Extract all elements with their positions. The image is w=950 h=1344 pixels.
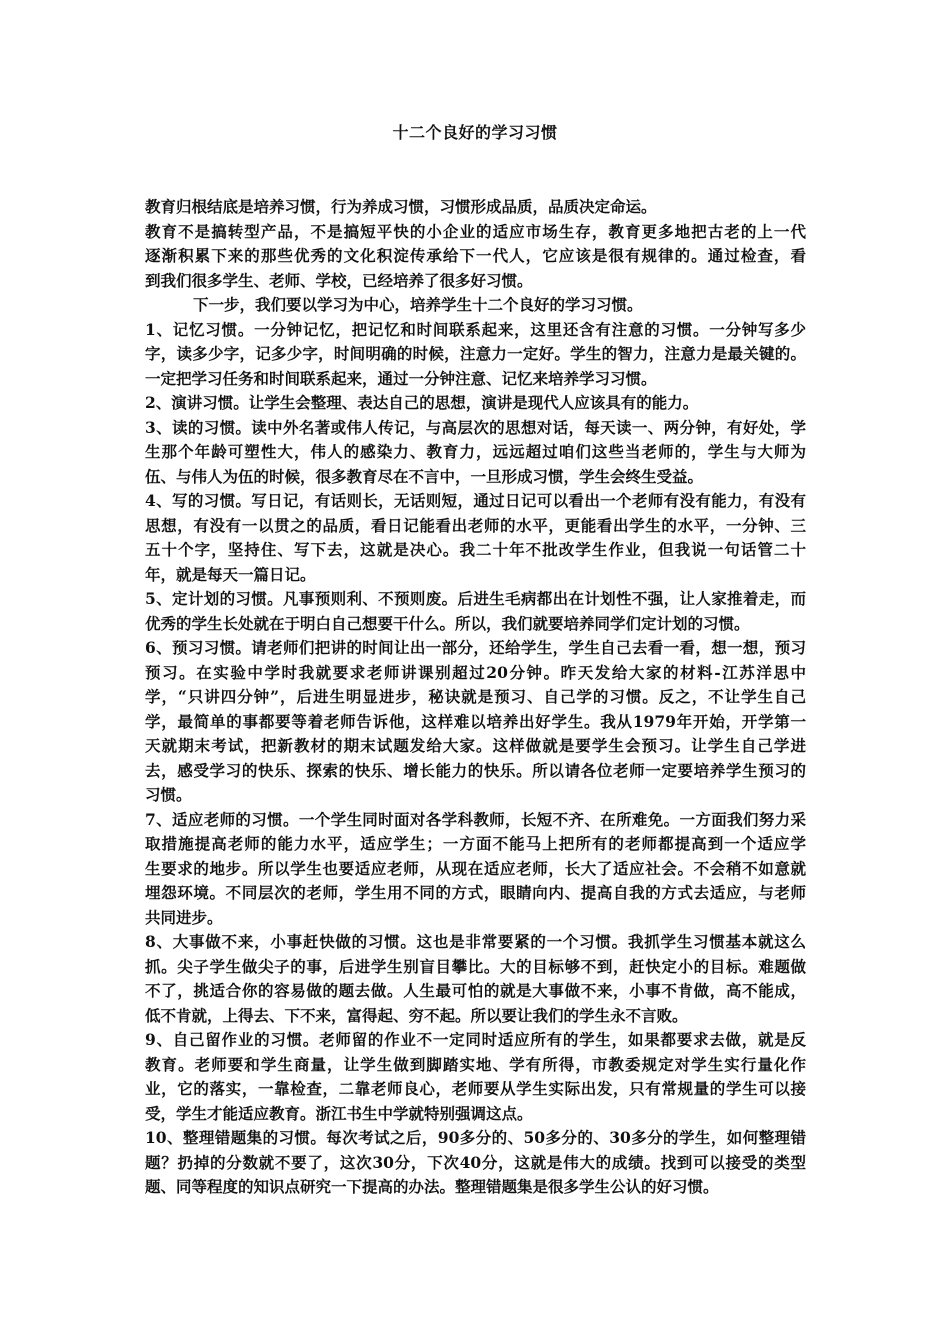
text-line: 天就期末考试，把新教材的期末试题发给大家。这样做就是要学生会预习。让学生自己学进 [145, 736, 806, 755]
habit-5-planning [145, 587, 806, 636]
habit-6-preview [145, 636, 806, 808]
text-line: 教育。老师要和学生商量，让学生做到脚踏实地、学有所得，市教委规定对学生实行量化作 [145, 1054, 806, 1074]
text-line: 优秀的学生长处就在于明白自己想要干什么。所以，我们就要培养同学们定计划的习惯。 [145, 613, 750, 633]
text-line: 学，“只讲四分钟”，后进生明显进步，秘诀就是预习、自己学的习惯。反之，不让学生自己 [145, 687, 806, 706]
paragraph-thesis [145, 195, 806, 220]
text-line: 1、记忆习惯。一分钟记忆，把记忆和时间联系起来，这里还含有注意的习惯。一分钟写多少 [145, 319, 806, 339]
text-line: 9、自己留作业的习惯。老师留的作业不一定同时适应所有的学生，如果都要求去做，就是反 [145, 1030, 806, 1049]
text-line: 习惯。 [145, 785, 192, 804]
text-line: 4、写的习惯。写日记，有话则长，无话则短，通过日记可以看出一个老师有没有能力，有没有 [145, 491, 806, 510]
page-title: 十二个良好的学习习惯 [392, 123, 558, 142]
text-line: 受，学生才能适应教育。浙江书生中学就特别强调这点。 [145, 1103, 533, 1123]
text-line: 一定把学习任务和时间联系起来，通过一分钟注意、记忆来培养学习习惯。 [145, 368, 657, 388]
text-line: 业，它的落实，一靠检查，二靠老师良心，老师要从学生实际出发，只有常规量的学生可以接 [145, 1079, 806, 1098]
text-line: 2、演讲习惯。让学生会整理、表达自己的思想，演讲是现代人应该具有的能力。 [145, 393, 699, 412]
text-line: 抓。尖子学生做尖子的事，后进学生别盲目攀比。大的目标够不到，赶快定小的目标。难题做 [145, 956, 806, 976]
habit-10-error-collection [145, 1126, 806, 1200]
text-line: 字，读多少字，记多少字，时间明确的时候，注意力一定好。学生的智力，注意力是最关键的。 [145, 344, 806, 363]
text-line: 题、同等程度的知识点研究一下提高的办法。整理错题集是很多学生公认的好习惯。 [145, 1177, 719, 1196]
text-line: 3、读的习惯。读中外名著或伟人传记，与高层次的思想对话，每天读一、两分钟，有好处，学 [145, 417, 806, 437]
text-line: 下一步，我们要以学习为中心，培养学生十二个良好的学习习惯。 [193, 295, 643, 314]
document-body [145, 195, 806, 1200]
text-line: 埋怨环境。不同层次的老师，学生用不同的方式，眼睛向内、提高自我的方式去适应，与老师 [145, 883, 806, 902]
text-line: 教育不是搞转型产品，不是搞短平快的小企业的适应市场生存，教育更多地把古老的上一代 [145, 221, 806, 241]
text-line: 8、大事做不来，小事赶快做的习惯。这也是非常要紧的一个习惯。我抓学生习惯基本就这么 [145, 932, 806, 951]
text-line: 预习。在实验中学时我就要求老师讲课别超过20分钟。昨天发给大家的材料-江苏洋思中 [145, 662, 806, 682]
text-line: 生那个年龄可塑性大，伟人的感染力、教育力，远远超过咱们这些当老师的，学生与大师为 [145, 442, 806, 461]
text-line: 去，感受学习的快乐、探索的快乐、增长能力的快乐。所以请各位老师一定要培养学生预习的 [145, 760, 806, 780]
text-line: 低不肯就，上得去、下不来，富得起、穷不起。所以要让我们的学生永不言败。 [145, 1005, 688, 1025]
paragraph-intro [145, 220, 806, 294]
text-line: 伍、与伟人为伍的时候，很多教育尽在不言中，一旦形成习惯，学生会终生受益。 [145, 466, 704, 486]
text-line: 题？扔掉的分数就不要了，这次30分，下次40分，这就是伟大的成绩。找到可以接受的类型 [145, 1152, 806, 1172]
habit-4-writing [145, 489, 806, 587]
text-line: 年，就是每天一篇日记。 [145, 564, 316, 584]
paragraph-next-step [145, 293, 806, 318]
text-line: 逐渐积累下来的那些优秀的文化积淀传承给下一代人，它应该是很有规律的。通过检查，看 [145, 246, 806, 265]
habit-8-small-tasks [145, 930, 806, 1028]
habit-2-speech [145, 391, 806, 416]
text-line: 五十个字，坚持住、写下去，这就是决心。我二十年不批改学生作业，但我说一句话管二十 [145, 540, 806, 559]
text-line: 共同进步。 [145, 907, 223, 927]
text-line: 7、适应老师的习惯。一个学生同时面对各学科教师，长短不齐、在所难免。一方面我们努力采 [145, 809, 806, 829]
text-line: 5、定计划的习惯。凡事预则利、不预则废。后进生毛病都出在计划性不强，让人家推着走，而 [145, 589, 806, 608]
habit-7-adapting [145, 808, 806, 931]
text-line: 学，最简单的事都要等着老师告诉他，这样难以培养出好学生。我从1979年开始，开学第一 [145, 711, 806, 731]
text-line: 生要求的地步。所以学生也要适应老师，从现在适应老师，长大了适应社会。不会稍不如意就 [145, 858, 806, 878]
habit-3-reading [145, 416, 806, 490]
text-line: 教育归根结底是培养习惯，行为养成习惯，习惯形成品质，品质决定命运。 [145, 197, 657, 216]
habit-1-memory [145, 318, 806, 392]
text-line: 6、预习习惯。请老师们把讲的时间让出一部分，还给学生，学生自己去看一看，想一想，预习 [145, 638, 806, 657]
text-line: 不了，挑适合你的容易做的题去做。人生最可怕的就是大事做不来，小事不肯做，高不能成， [145, 981, 806, 1000]
text-line: 10、整理错题集的习惯。每次考试之后，90多分的、50多分的、30多分的学生，如何整理错 [145, 1128, 806, 1147]
text-line: 到我们很多学生、老师、学校，已经培养了很多好习惯。 [145, 270, 533, 290]
text-line: 思想，有没有一以贯之的品质，看日记能看出老师的水平，更能看出学生的水平，一分钟、三 [145, 515, 806, 535]
habit-9-own-homework [145, 1028, 806, 1126]
text-line: 取措施提高老师的能力水平，适应学生；一方面不能马上把所有的老师都提高到一个适应学 [145, 834, 806, 853]
